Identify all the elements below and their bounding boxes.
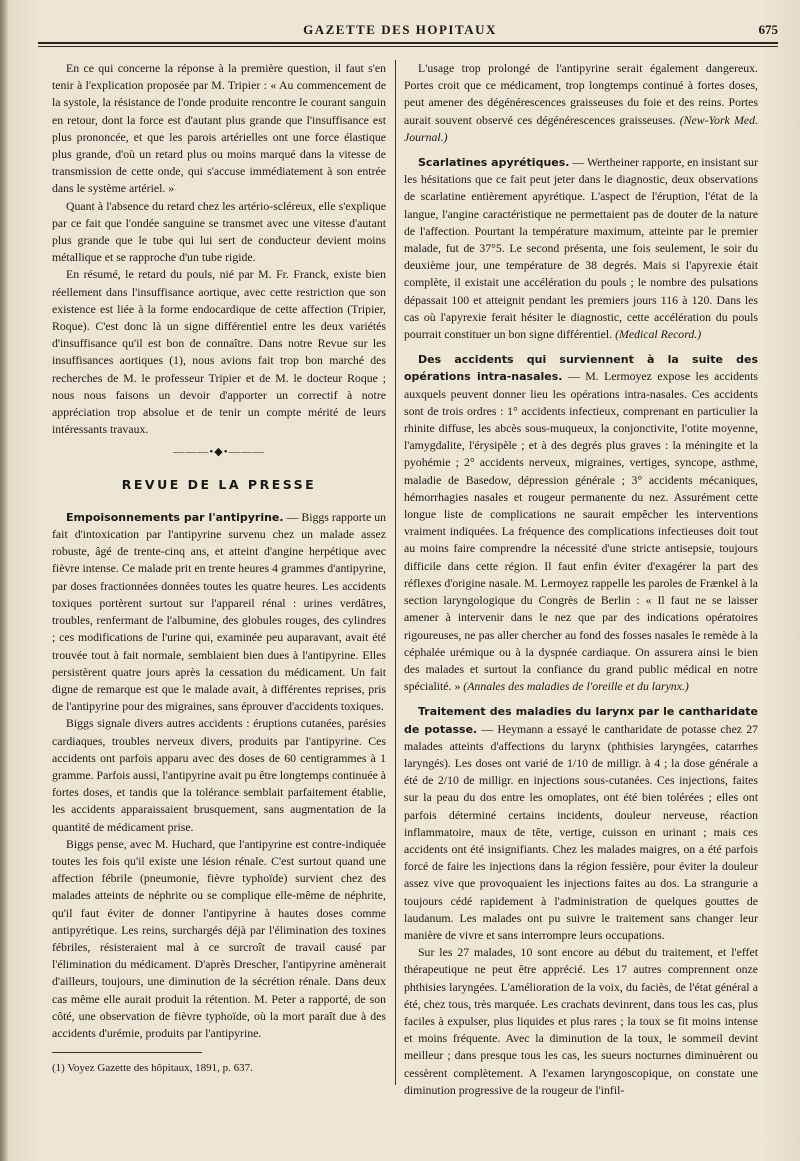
column-divider [395,60,396,1085]
source-citation: (Medical Record.) [615,327,702,342]
spacer [404,695,758,703]
header-rule-thin [38,46,778,47]
section-ornament: ———•◆•——— [173,446,265,459]
footnote-rule [52,1052,202,1053]
article-larynx [404,703,758,944]
article-heading: Scarlatines apyrétiques. [418,156,570,170]
article-text: — M. Lermoyez expose les accidents auxquels peuvent donner lieu les opérations intra-nasales. Ces accidents sont de trois ordres : 1° accidents infectieux, comprenant en particulier la rhinite diffuse, les abcès sous-muqueux, la conjonctivite, l'otite moyenne, l'amygdalite, l'érysipèle ; et à des degrés plus graves : la méningite et la pyohémie ; 2° accidents nerveux, migraines, vertiges, syncope, asthme, maladie de Basedow, dépression générale ; 3° accidents mécaniques, hémorrhagies nasales et rougeur permanente du nez. Assurément cette longue liste de complications ne saurait empêcher les interventions vraiment indiquées. La fréquence des complications infectieuses doit tout au moins faire comprendre la nécessité d'une stricte antisepsie, toujours difficile dans cette région. Il faut enfin éviter d'exagérer la part des réflexes d'origine nasale. M. Lermoyez rappelle les paroles de Frænkel à la section laryngologique du Congrès de Berlin : « Il faut ne se laisser amener à intervenir dans le nez que par des indications opératoires rigoureuses, ne pas aller chercher au fond des fosses nasales le remède à la céphalée urémique ou à la dyspnée cardiaque. On assurera ainsi le bien des malades et surtout la confiance du grand public médical en notre spécialité. » [404,369,758,694]
spacer [404,146,758,154]
footnote: (1) Voyez Gazette des hôpitaux, 1891, p. 637. [52,1062,253,1075]
paragraph: Quant à l'absence du retard chez les artério-scléreux, elle s'explique par ce fait que l'ondée sanguine se transmet avec une vitesse d'autant plus grande que le tube qui lui sert de conducteur devient moins métallique et se rapproche d'un tube rigide. [52,198,386,265]
paragraph: En résumé, le retard du pouls, nié par M. Fr. Franck, existe bien réellement dans l'insuffisance aortique, avec cette restriction que son existence est liée à la forme endocardique de cette affection (Tripier, Roque). C'est donc là un signe différentiel entre les deux variétés d'insuffisance qu'il est bon de connaître. Dans notre Revue sur les insuffisances aortiques (1), nous avions fait trop bon marché des recherches de M. le professeur Tripier et de M. le docteur Roque ; nous nous faisons un devoir d'apporter un correctif à notre appréciation trop absolue et de tenir un compte mérité de leurs intéressants travaux. [52,267,386,437]
header-rule-thick [38,42,778,44]
article-antipyrine [52,509,386,715]
left-column [52,60,386,1150]
article-heading: Empoisonnements par l'antipyrine. [66,510,284,524]
article-scarlatines [404,154,758,343]
paragraph-text: L'usage trop prolongé de l'antipyrine serait également dangereux. Portes croit que ce médicament, trop longtemps continué à fortes doses, peut amener des dégénérescences graisseuses du foie et des reins. Portes aurait souvent observé ces dégénérescences graisseuses. [404,61,758,127]
paragraph: Sur les 27 malades, 10 sont encore au début du traitement, et l'effet thérapeutique ne peut être apprécié. Les 17 autres comprennent onze phthisies laryngées. L'amélioration de la voix, du faciès, de l'état général a été, chez tous, très marquée. Les crachats devinrent, dans tous les cas, plus faciles à expulser, plus liquides et plus rares ; la toux se fit moins intense et moins fréquente. Avec la diminution de la toux, le sommeil devint meilleur ; dans presque tous les cas, les sueurs nocturnes diminuèrent ou cessèrent complètement. A l'examen laryngoscopique, on constate une diminution progressive de la rougeur de l'infil- [404,945,758,1097]
article-text: — Biggs rapporte un fait d'intoxication par l'antipyrine survenu chez un malade assez robuste, âgé de trente-cinq ans, et atteint d'angine herpétique avec fièvre intense. Ce malade prit en trente heures 4 grammes d'antipyrine, par doses fractionnées données toutes les quatre heures. Les accidents toxiques portèrent surtout sur l'appareil rénal : urines verdâtres, troubles, renfermant de l'albumine, des globules rouges, des cylindres ; ces modifications de l'urine qui, examinée peu auparavant, avait été trouvée tout à fait normale, semblaient bien dues à l'antipyrine. Elles persistèrent quatre jours après la cessation du médicament. Un fait digne de remarque est que le malade avait, à différentes reprises, pris de l'antipyrine pour des migraines, sans éprouver d'accidents toxiques. [52,509,386,714]
paragraph: Biggs signale divers autres accidents : éruptions cutanées, parésies cardiaques, troubles nerveux divers, produits par l'antipyrine. Ces accidents ont parfois apparu avec des doses de 60 centigrammes à 1 gramme. Parfois aussi, l'antipyrine avait pu être longtemps continuée à fortes doses, et tandis que la tolérance semblait parfaitement établie, les accidents apparaissaient brusquement, sans augmentation de la quantité de médicament prise. [52,716,386,834]
article-text: — Wertheiner rapporte, en insistant sur les hésitations que ce fait peut jeter dans le diagnostic, deux observations de scarlatine entièrement apyrétique. L'aspect de l'éruption, l'état de la langue, l'angine caractéristique ne permettaient pas de douter de la nature de l'affection. Pourtant la température maximum, atteinte par le premier malade, fut de 37°5. Le second présenta, une fois seulement, le soir du deuxième jour, une température de 38 degrés. Mais si l'apyrexie était complète, il existait une accélération du pouls ; le nombre des pulsations dépassait 100 et atteignit pendant les premiers jours 116 à 120. Dans les cas où l'apyrexie ferait hésiter le diagnostic, cette accélération du pouls pourrait constituer un bon signe différentiel. [404,155,758,342]
section-heading: REVUE DE LA PRESSE [121,476,317,492]
paragraph: Biggs pense, avec M. Huchard, que l'antipyrine est contre-indiquée toutes les fois qu'il existe une lésion rénale. C'est surtout quand une affection fébrile (pneumonie, fièvre typhoïde) survient chez des malades atteints de néphrite ou se complique elle-même de néphrite, qu'il faut éviter de donner l'antipyrine à hautes doses comme antipyrétique. Les reins, surchargés déjà par l'élimination des toxines fébriles, résisteraient mal à ce surcroît de travail causé par l'élimination du médicament. D'après Drescher, l'antipyrine amènerait d'ailleurs, toujours, une diminution de la sécrétion rénale. Dans deux cas même elle aurait produit la rétention. M. Peter a rapporté, de son côté, une observation de fièvre typhoïde, où la mort paraît due à des accidents d'urémie, produits par l'antipyrine. [52,836,386,1040]
article-text: — Heymann a essayé le cantharidate de potasse chez 27 malades atteints d'affections du larynx (phthisies laryngées, catarrhes laryngés). Les doses ont varié de 1/10 de milligr. à 4 ; la dose générale a été de 2/10 de milligr. en injections sous-cutanées. Ces injections, faites sur la peau du dos entre les omoplates, ont été bien tolérées ; elles ont parfois déterminé certains incidents, douleur nerveuse, réaction inflammatoire, maux de tête, vertige, cuisson en urinant ; mais ces accidents ont été insignifiants. Chez les malades maigres, on a été parfois forcé de faire les injections dans la région fessière, pour éviter la douleur assez vive que provoquaient les injections faites au dos. La strangurie a toujours cédé rapidement à l'administration de quelques gouttes de laudanum. Les malades ont pu suivre le traitement sans changer leur manière de vivre et sans interrompre leurs occupations. [404,721,758,942]
article-heading: Traitement des maladies du larynx par le cantharidate de potasse. [404,705,758,736]
running-title: GAZETTE DES HOPITAUX [303,22,497,37]
source-citation: (Annales des maladies de l'oreille et du larynx.) [463,679,689,694]
page-number: 675 [758,22,778,37]
article-intra-nasal [404,351,758,695]
article-heading: Des accidents qui surviennent à la suite des opérations intra-nasales. [404,353,758,384]
paragraph: En ce qui concerne la réponse à la première question, il faut s'en tenir à l'explication proposée par M. Tripier : « Au commencement de la systole, la résistance de l'onde produite rencontre le courant sanguin en retour, dont la force est d'autant plus grande que l'insuffisance est plus prononcée, et que les parois artérielles ont une force élastique plus grande, d'où un retard plus ou moins marqué dans la vitesse de transmission de cette onde, qui s'accuse immédiatement à son entrée dans le système artériel. » [52,61,386,196]
source-citation: (New-York Med. Journal.) [404,112,758,144]
spacer [404,343,758,351]
binding-shadow [0,0,8,1161]
paragraph [404,60,758,146]
right-column [404,60,758,1150]
